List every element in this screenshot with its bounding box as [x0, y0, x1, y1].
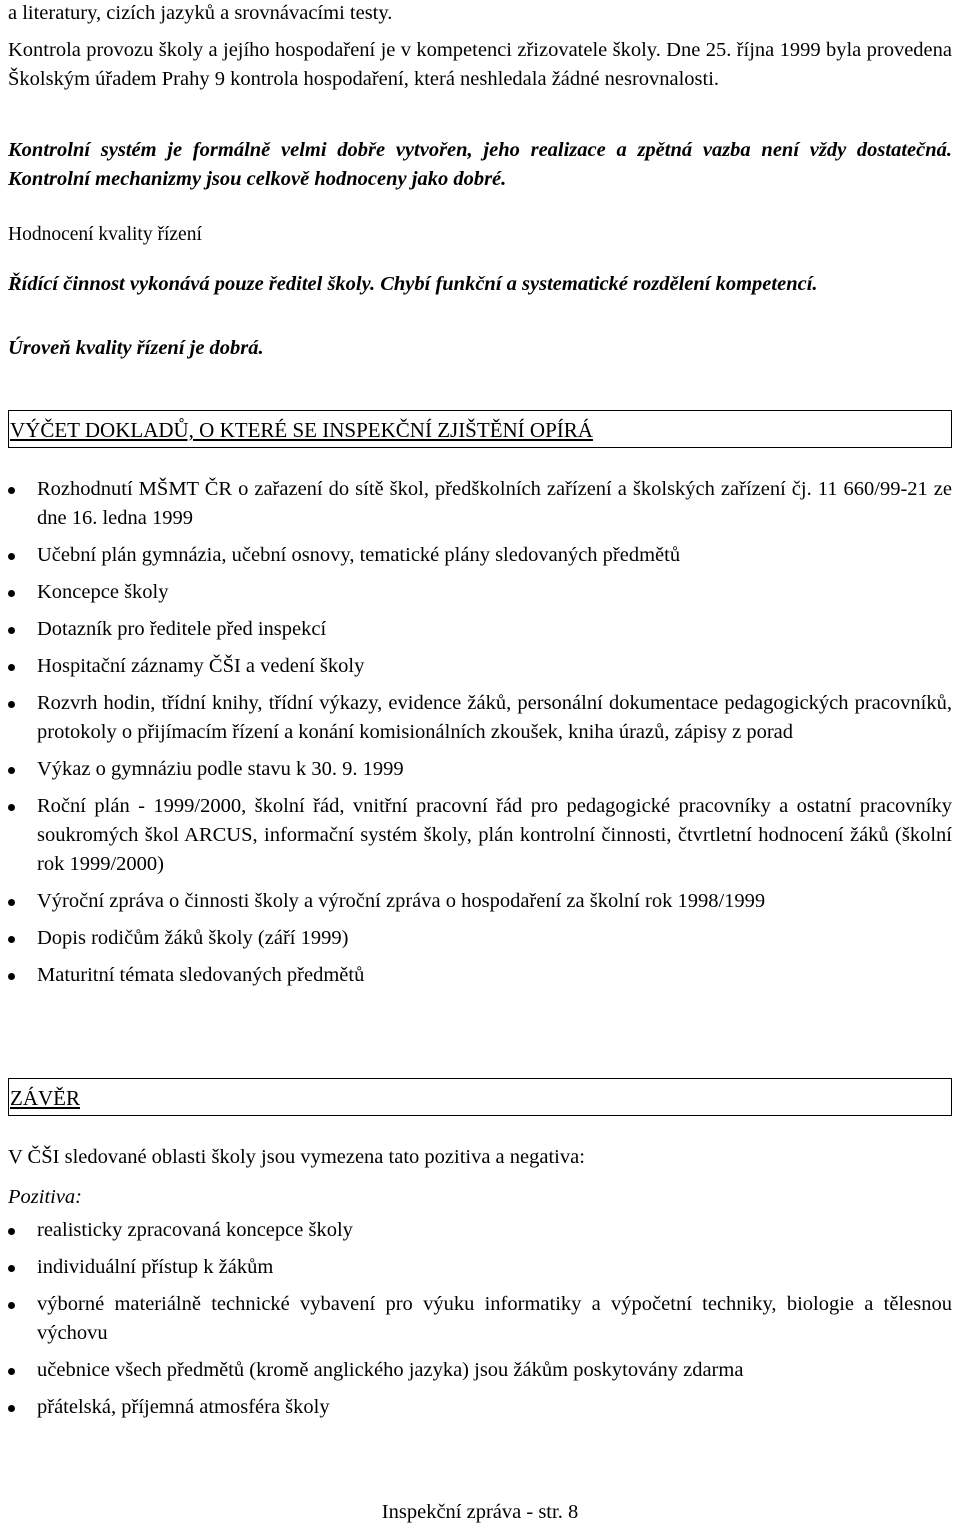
list-item: Výroční zpráva o činnosti školy a výroční zpráva o hospodaření za školní rok 1998/1999 [8, 887, 952, 916]
list-item: Maturitní témata sledovaných předmětů [8, 961, 952, 990]
list-item: výborné materiálně technické vybavení pro výuku informatiky a výpočetní techniky, biologie a tělesnou výchovu [8, 1290, 952, 1348]
list-item: realisticky zpracovaná koncepce školy [8, 1216, 952, 1245]
documents-list [8, 475, 952, 998]
bullet-icon [8, 627, 15, 634]
bullet-icon [8, 899, 15, 906]
list-item: Dotazník pro ředitele před inspekcí [8, 615, 952, 644]
heading-conclusion: ZÁVĚR [8, 1078, 952, 1116]
bullet-icon [8, 936, 15, 943]
bullet-icon [8, 487, 15, 494]
bullet-icon [8, 1228, 15, 1235]
bullet-icon [8, 1368, 15, 1375]
list-item: Rozvrh hodin, třídní knihy, třídní výkazy, evidence žáků, personální dokumentace pedagogických pracovníků, protokoly o přijímacím řízení a konání komisionálních zkoušek, kniha úrazů, zápisy z porad [8, 689, 952, 747]
list-item: Roční plán - 1999/2000, školní řád, vnitřní pracovní řád pro pedagogické pracovníky a ostatní pracovníky soukromých škol ARCUS, informační systém školy, plán kontrolní činnosti, čtvrtletní hodnocení žáků (školní rok 1999/2000) [8, 792, 952, 879]
positives-label: Pozitiva: [8, 1186, 83, 1208]
list-item: Učební plán gymnázia, učební osnovy, tematické plány sledovaných předmětů [8, 541, 952, 570]
list-item: individuální přístup k žákům [8, 1253, 952, 1282]
conclusion-intro: V ČŠI sledované oblasti školy jsou vymezena tato pozitiva a negativa: [8, 1146, 585, 1168]
bullet-icon [8, 804, 15, 811]
paragraph-control-system: Kontrolní systém je formálně velmi dobře vytvořen, jeho realizace a zpětná vazba není vždy dostatečná. Kontrolní mechanizmy jsou celkově hodnoceny jako dobré. [8, 139, 952, 190]
list-item: přátelská, příjemná atmosféra školy [8, 1393, 952, 1422]
list-item: učebnice všech předmětů (kromě anglického jazyka) jsou žákům poskytovány zdarma [8, 1356, 952, 1385]
bullet-icon [8, 590, 15, 597]
paragraph-continued: a literatury, cizích jazyků a srovnávacími testy. [8, 2, 393, 24]
list-item: Rozhodnutí MŠMT ČR o zařazení do sítě škol, předškolních zařízení a školských zařízení čj. 11 660/99-21 ze dne 16. ledna 1999 [8, 475, 952, 533]
page-footer: Inspekční zpráva - str. 8 [381, 1501, 579, 1523]
paragraph-management: Řídící činnost vykonává pouze ředitel školy. Chybí funkční a systematické rozdělení kompetencí. [8, 273, 818, 295]
bullet-icon [8, 1302, 15, 1309]
positives-list [8, 1216, 952, 1430]
heading-documents: VÝČET DOKLADŮ, O KTERÉ SE INSPEKČNÍ ZJIŠTĚNÍ OPÍRÁ [8, 410, 952, 448]
list-item: Koncepce školy [8, 578, 952, 607]
bullet-icon [8, 1405, 15, 1412]
management-level: Úroveň kvality řízení je dobrá. [8, 337, 264, 359]
list-item: Výkaz o gymnáziu podle stavu k 30. 9. 1999 [8, 755, 952, 784]
bullet-icon [8, 1265, 15, 1272]
bullet-icon [8, 553, 15, 560]
bullet-icon [8, 701, 15, 708]
heading-management-quality: Hodnocení kvality řízení [8, 224, 202, 245]
bullet-icon [8, 664, 15, 671]
list-item: Dopis rodičům žáků školy (září 1999) [8, 924, 952, 953]
bullet-icon [8, 767, 15, 774]
bullet-icon [8, 973, 15, 980]
list-item: Hospitační záznamy ČŠI a vedení školy [8, 652, 952, 681]
paragraph-operation-control: Kontrola provozu školy a jejího hospodaření je v kompetenci zřizovatele školy. Dne 25. října 1999 byla provedena Školským úřadem Prahy 9 kontrola hospodaření, která neshledala žádné nesrovnalosti. [8, 39, 952, 90]
